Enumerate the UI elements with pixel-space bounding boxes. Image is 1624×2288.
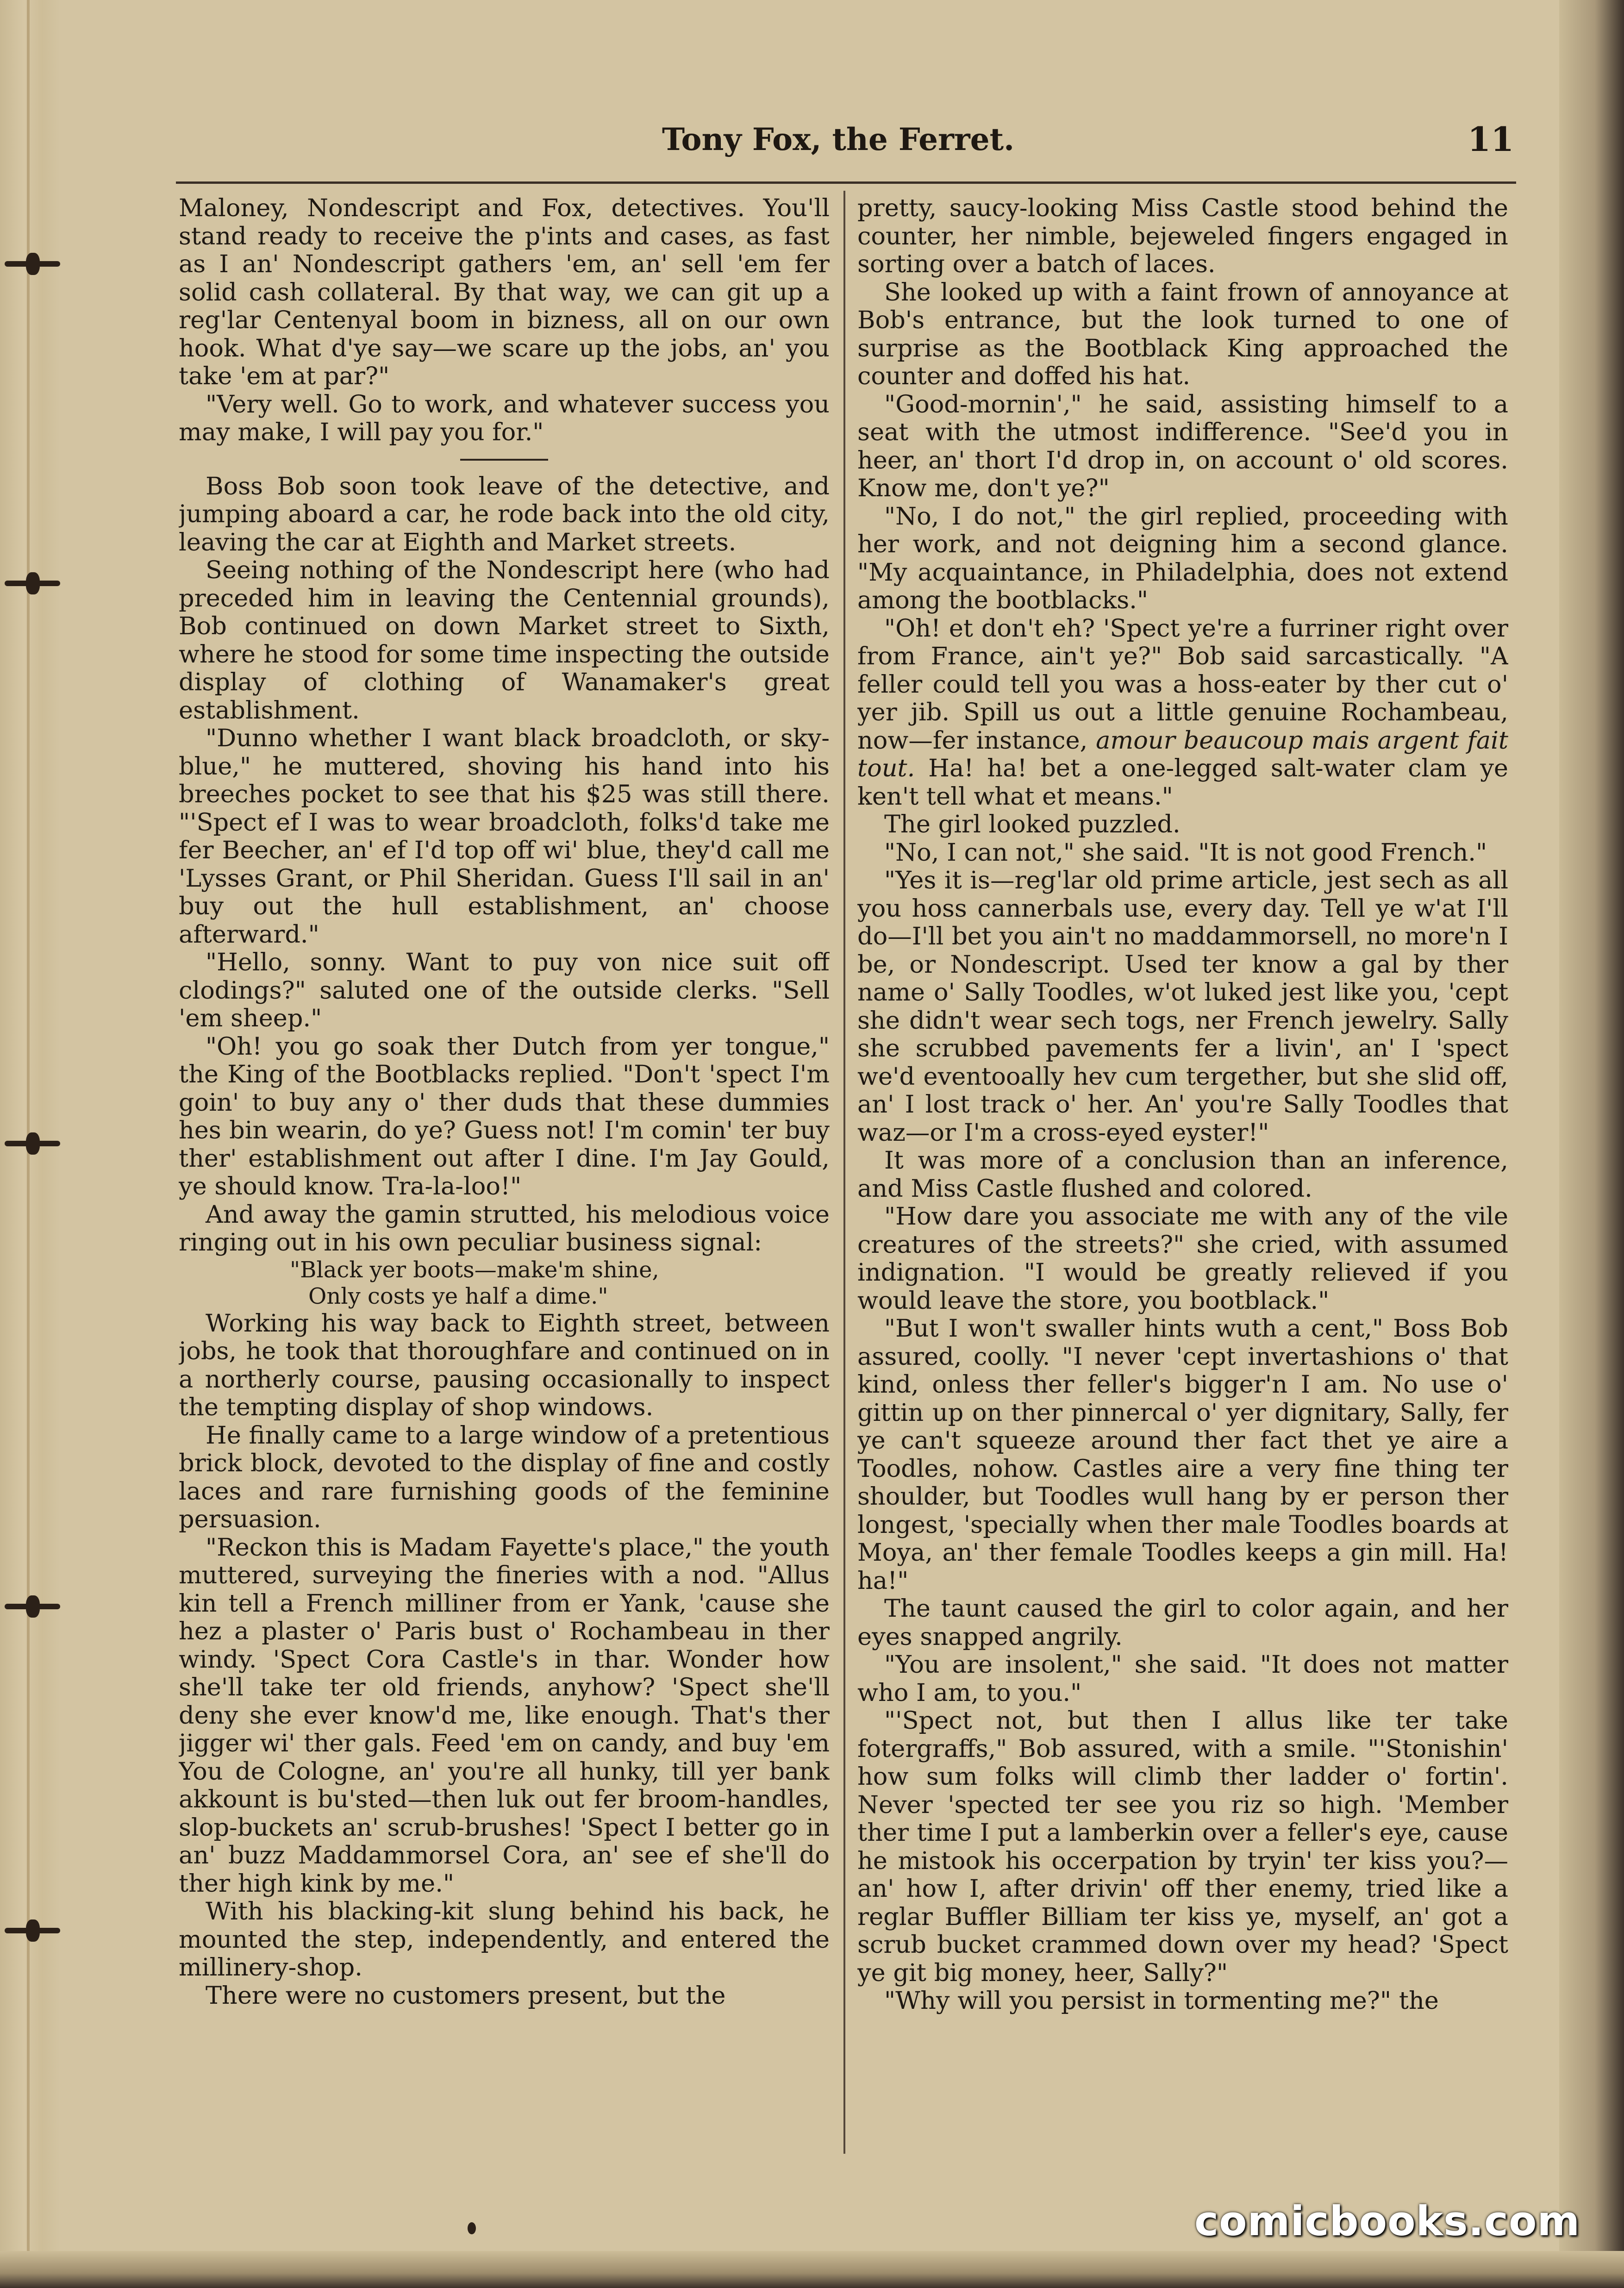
running-title: Tony Fox, the Ferret. bbox=[662, 121, 1015, 157]
paragraph: Boss Bob soon took leave of the detective, and jumping aboard a car, he rode back into the old city, leaving the car at Eighth and Market streets. bbox=[179, 472, 830, 556]
paragraph: "No, I do not," the girl replied, proceeding with her work, and not deigning him a second glance. "My acquaintance, in Philadelphia, does not extend among the bootblacks." bbox=[857, 502, 1508, 614]
paragraph: There were no customers present, but the bbox=[206, 1981, 726, 2010]
paragraph-text: "Oh! et don't eh? 'Spect ye're a furriner right over from France, ain't ye?" Bob said sarcastically. "A feller could tell you was a hoss-eater by ther cut o' yer jib. Spill us out a little genuine Rochambeau, now—fer instance, bbox=[857, 614, 1508, 755]
paragraph: It was more of a conclusion than an inference, and Miss Castle flushed and colored. bbox=[857, 1146, 1508, 1203]
left-column bbox=[179, 194, 830, 2171]
binding-stitch bbox=[5, 1130, 60, 1157]
verse-line: "Black yer boots—make'm shine, bbox=[290, 1257, 659, 1283]
paragraph: And away the gamin strutted, his melodious voice ringing out in his own peculiar business signal: bbox=[179, 1200, 830, 1257]
section-divider bbox=[460, 459, 548, 461]
verse-block bbox=[179, 1257, 830, 1310]
paragraph: pretty, saucy-looking Miss Castle stood behind the counter, her nimble, bejeweled fingers engaged in sorting over a batch of laces. bbox=[857, 194, 1508, 278]
paragraph: "No, I can not," she said. "It is not good French." bbox=[884, 838, 1487, 867]
paragraph: Maloney, Nondescript and Fox, detectives. You'll stand ready to receive the p'ints and cases, as fast as I an' Nondescript gathers 'em, an' sell 'em fer solid cash collateral. By that way, we can git up a reg'lar Centenyal boom in bizness, all on our own hook. What d'ye say—we scare up the jobs, an' you take 'em at par?" bbox=[179, 194, 830, 390]
paragraph: "'Spect not, but then I allus like ter take fotergraffs," Bob assured, with a smile. "'Stonishin' how sum folks will climb ther ladder o' fortin'. Never 'spected ter see you riz so high. 'Member ther time I put a lamberkin over a feller's eye, cause he mistook his occerpation by tryin' ter kiss you?—an' how I, after drivin' off ther enemy, tried like a reglar Buffler Billiam ter kiss ye, myself, an' got a scrub bucket crammed down over my head? 'Spect ye git big money, heer, Sally?" bbox=[857, 1707, 1508, 1987]
paragraph: "Why will you persist in tormenting me?" the bbox=[884, 1987, 1439, 2015]
paragraph: He finally came to a large window of a pretentious brick block, devoted to the display of fine and costly laces and rare furnishing goods of the feminine persuasion. bbox=[179, 1421, 830, 1533]
verse-line: Only costs ye half a dime." bbox=[308, 1283, 608, 1309]
printer-ornament bbox=[468, 2222, 476, 2234]
paragraph: Working his way back to Eighth street, between jobs, he took that thoroughfare and continued on in a northerly course, pausing occasionally to inspect the tempting display of shop windows. bbox=[179, 1309, 830, 1421]
paragraph: The taunt caused the girl to color again, and her eyes snapped angrily. bbox=[857, 1594, 1508, 1651]
page-edge bbox=[0, 2251, 1624, 2288]
column-rule bbox=[843, 191, 845, 2154]
paragraph-text: Ha! ha! bet a one-legged salt-water clam ye ken't tell what et means." bbox=[857, 754, 1508, 811]
paragraph: "Reckon this is Madam Fayette's place," the youth muttered, surveying the fineries with a nod. "Allus kin tell a French milliner from er Yank, 'cause she hez a plaster o' Paris bust o' Rochambeau in ther windy. 'Spect Cora Castle's in thar. Wonder how she'll take ter old friends, anyhow? 'Spect she'll deny she ever know'd me, like enough. That's ther jigger wi' ther gals. Feed 'em on candy, and buy 'em You de Cologne, an' you're all hunky, till yer bank akkount is bu'sted—then luk out fer broom-handles, slop-buckets an' scrub-brushes! 'Spect I better go in an' buzz Maddammorsel Cora, an' see ef she'll do ther high kink by me." bbox=[179, 1533, 830, 1898]
french-phrase: amour beaucoup mais argent fait tout. bbox=[857, 726, 1508, 782]
binding-stitch bbox=[5, 569, 60, 597]
header-rule bbox=[176, 181, 1516, 184]
binding-stitch bbox=[5, 1917, 60, 1944]
paragraph: "Hello, sonny. Want to puy von nice suit off clodings?" saluted one of the outside clerks. "Sell 'em sheep." bbox=[179, 948, 830, 1032]
page-number: 11 bbox=[1468, 119, 1514, 159]
paragraph: "Yes it is—reg'lar old prime article, jest sech as all you hoss cannerbals use, every day. Tell ye w'at I'll do—I'll bet you ain't no maddammorsell, no more'n I be, or Nondescript. Used ter know a gal by ther name o' Sally Toodles, w'ot luked jest like you, 'cept she didn't wear sech togs, ner French jewelry. Sally she scrubbed pavements fer a livin', an' I 'spect we'd eventooally hev cum tergether, but she slid off, an' I lost track o' her. An' you're Sally Toodles that waz—or I'm a cross-eyed eyster!" bbox=[857, 866, 1508, 1147]
paragraph: "Very well. Go to work, and whatever success you may make, I will pay you for." bbox=[179, 390, 830, 446]
paragraph: "Oh! you go soak ther Dutch from yer tongue," the King of the Bootblacks replied. "Don't 'spect I'm goin' to buy any o' ther duds that these dummies hes bin wearin, do ye? Guess not! I'm comin' ter buy ther' establishment out after I dine. I'm Jay Gould, ye should know. Tra-la-loo!" bbox=[179, 1032, 830, 1200]
paragraph: "You are insolent," she said. "It does not matter who I am, to you." bbox=[857, 1650, 1508, 1707]
paragraph: The girl looked puzzled. bbox=[884, 810, 1181, 838]
binding-gutter bbox=[0, 0, 60, 2288]
paragraph: "Good-mornin'," he said, assisting himself to a seat with the utmost indifference. "See'd you in heer, an' thort I'd drop in, on account o' old scores. Know me, don't ye?" bbox=[857, 390, 1508, 502]
paragraph: "But I won't swaller hints wuth a cent," Boss Bob assured, coolly. "I never 'cept invertashions o' that kind, onless ther feller's bigger'n I am. No use o' gittin up on ther pinnercal o' yer dignitary, Sally, fer ye can't squeeze around ther fact thet ye aire a Toodles, nohow. Castles aire a very fine thing ter shoulder, but Toodles wull hang by er person ther longest, 'specially when ther male Toodles boards at Moya, an' ther female Toodles keeps a gin mill. Ha! ha!" bbox=[857, 1314, 1508, 1595]
watermark: comicbooks.com bbox=[1194, 2197, 1580, 2245]
paragraph: "Dunno whether I want black broadcloth, or sky-blue," he muttered, shoving his hand into his breeches pocket to see that his $25 was still there. "'Spect ef I was to wear broadcloth, folks'd take me fer Beecher, an' ef I'd top off wi' blue, they'd call me 'Lysses Grant, or Phil Sheridan. Guess I'll sail in an' buy out the hull establishment, an' choose afterward." bbox=[179, 724, 830, 949]
paragraph: With his blacking-kit slung behind his back, he mounted the step, independently, and entered the millinery-shop. bbox=[179, 1897, 830, 1982]
paragraph bbox=[857, 615, 1508, 811]
page-edge bbox=[1559, 0, 1624, 2288]
paragraph: Seeing nothing of the Nondescript here (who had preceded him in leaving the Centennial grounds), Bob continued on down Market street to Sixth, where he stood for some time inspecting the outside display of clothing of Wanamaker's great establishment. bbox=[179, 556, 830, 725]
paragraph: "How dare you associate me with any of the vile creatures of the streets?" she cried, with assumed indignation. "I would be greatly relieved if you would leave the store, you bootblack." bbox=[857, 1202, 1508, 1315]
paragraph: She looked up with a faint frown of annoyance at Bob's entrance, but the look turned to one of surprise as the Bootblack King approached the counter and doffed his hat. bbox=[857, 278, 1508, 390]
binding-stitch bbox=[5, 1593, 60, 1620]
right-column bbox=[857, 194, 1508, 2171]
binding-stitch bbox=[5, 250, 60, 278]
